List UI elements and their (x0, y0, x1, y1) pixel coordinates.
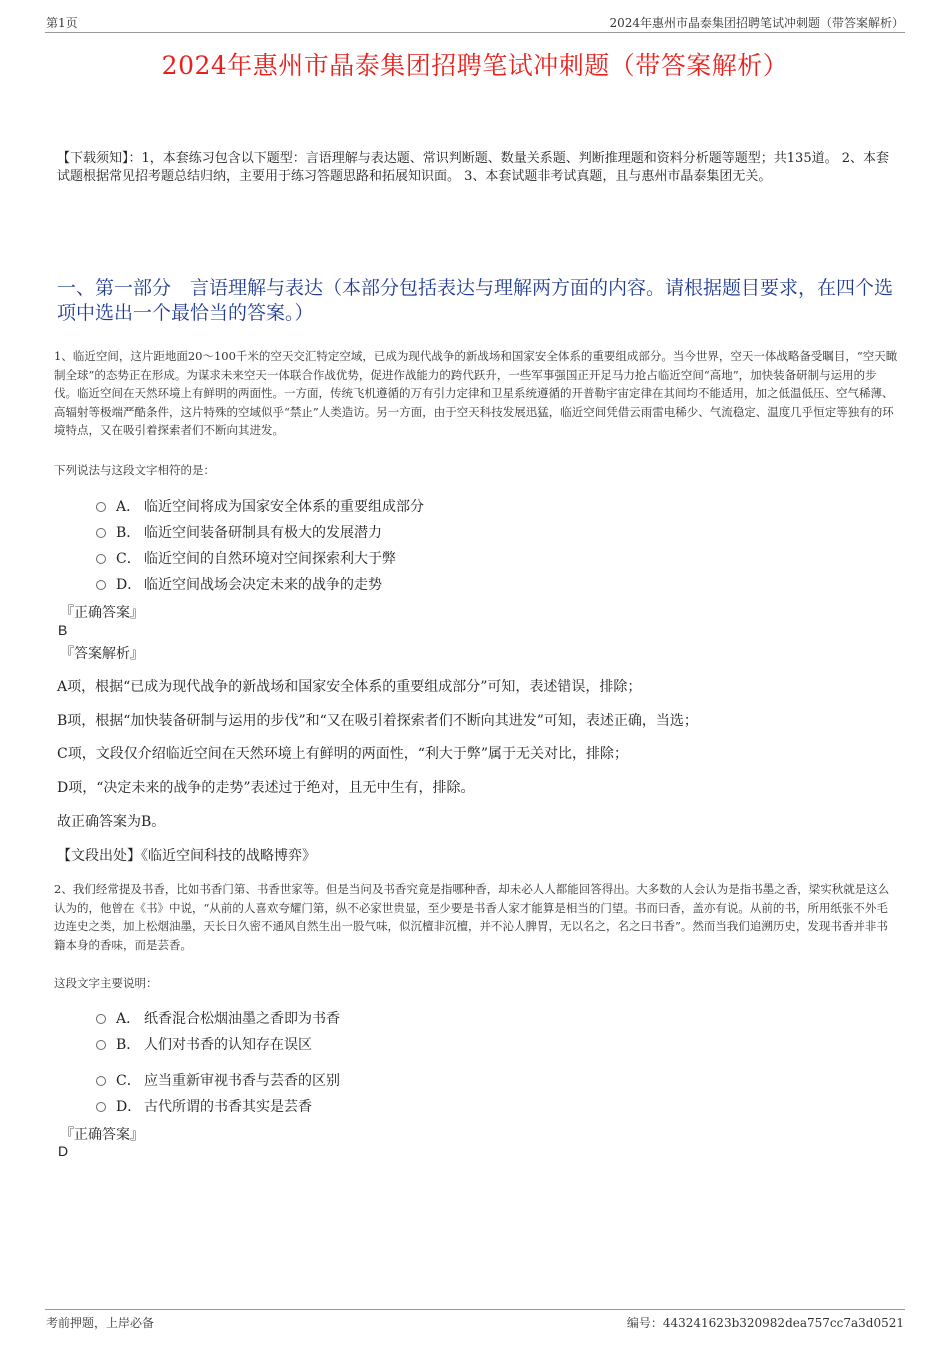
q2-answer: D (58, 1143, 69, 1159)
radio-icon[interactable] (96, 554, 106, 564)
download-notice: 【下载须知】：1，本套练习包含以下题型：言语理解与表达题、常识判断题、数量关系题、判断推理题和资料分析题等题型；共135道。 2、本套试题根据常见招考题总结归纳，主要用于练习答题思路和拓展知识面。 3、本套试题非考试真题，且与惠州市晶泰集团无关。 (57, 151, 889, 184)
radio-icon[interactable] (96, 580, 106, 590)
q1-answer-label: 『正确答案』 (60, 605, 144, 621)
option-text: 应当重新审视书香与芸香的区别 (144, 1073, 340, 1089)
page-number: 第1页 (46, 16, 78, 30)
option-text: 临近空间将成为国家安全体系的重要组成部分 (144, 499, 424, 515)
question-1-prompt: 下列说法与这段文字相符的是： (54, 463, 215, 477)
footer-doc-id: 编号：443241623b320982dea757cc7a3d0521 (626, 1316, 904, 1330)
question-1-passage: 1、临近空间，这片距地面20～100千米的空天交汇特定空域，已成为现代战争的新战场和国家安全体系的重要组成部分。当今世界，空天一体战略备受瞩目，“空天瞰制全球”的态势正在形成。为谋求未来空天一体联合作战优势，促进作战能力的跨代跃升，一些军事强国正开足马力抢占临近空间“高地”，加快装备研制与运用的步伐。临近空间在天然环境上有鲜明的两面性。一方面，传统飞机遵循的万有引力定律和卫星系统遵循的开普勒宇宙定律在其间均不能适用，加之低温低压、空气稀薄、高辐射等极端严酷条件，这片特殊的空域似乎“禁止”人类造访。另一方面，由于空天科技发展迅猛，临近空间凭借云雨雷电稀少、气流稳定、温度几乎恒定等独有的环境特点，又在吸引着探索者们不断向其进发。 (54, 349, 898, 437)
option-text: 临近空间战场会决定未来的战争的走势 (144, 577, 382, 593)
q1-analysis-line: C项，文段仅介绍临近空间在天然环境上有鲜明的两面性，“利大于弊”属于无关对比，排除； (57, 746, 629, 762)
radio-icon[interactable] (96, 1014, 106, 1024)
option-text: 人们对书香的认知存在误区 (144, 1037, 312, 1053)
option-letter: C． (116, 551, 141, 567)
option-text: 纸香混合松烟油墨之香即为书香 (144, 1011, 340, 1027)
header-doc-title: 2024年惠州市晶泰集团招聘笔试冲刺题（带答案解析） (609, 16, 904, 30)
option-letter: B． (116, 525, 141, 541)
option-letter: A． (116, 499, 141, 515)
q1-analysis-conclusion: 故正确答案为B。 (57, 814, 166, 830)
q2-answer-label: 『正确答案』 (60, 1127, 144, 1143)
option-text: 临近空间装备研制具有极大的发展潜力 (144, 525, 382, 541)
section-heading: 一、第一部分 言语理解与表达（本部分包括表达与理解两方面的内容。请根据题目要求，在四个选项中选出一个最恰当的答案。） (57, 277, 894, 324)
radio-icon[interactable] (96, 528, 106, 538)
q1-answer: B (58, 622, 68, 638)
option-letter: C． (116, 1073, 141, 1089)
q1-analysis-label: 『答案解析』 (60, 646, 144, 662)
q1-analysis-line: D项，“决定未来的战争的走势”表述过于绝对，且无中生有，排除。 (57, 780, 475, 796)
option-letter: D． (116, 577, 142, 593)
option-text: 临近空间的自然环境对空间探索利大于弊 (144, 551, 396, 567)
radio-icon[interactable] (96, 1040, 106, 1050)
option-letter: A． (116, 1011, 141, 1027)
option-letter: B． (116, 1037, 141, 1053)
question-2-passage: 2、我们经常提及书香，比如书香门第、书香世家等。但是当问及书香究竟是指哪种香，却未必人人都能回答得出。大多数的人会认为是指书墨之香，梁实秋就是这么认为的，他曾在《书》中说，“从前的人喜欢夸耀门第，纵不必家世贵显，至少要是书香人家才能算是相当的门望。书而曰香，盖亦有说。从前的书，所用纸张不外毛边连史之类，加上松烟油墨，天长日久密不通风自然生出一股气味，似沉檀非沉檀，并不沁人脾胃，无以名之，名之曰书香”。然而当我们追溯历史，发现书香并非书籍本身的香味，而是芸香。 (54, 882, 890, 952)
q1-source: 【文段出处】《临近空间科技的战略博弈》 (57, 848, 316, 864)
question-2-prompt: 这段文字主要说明： (54, 976, 158, 990)
footer-slogan: 考前押题，上岸必备 (46, 1316, 155, 1330)
radio-icon[interactable] (96, 1102, 106, 1112)
option-letter: D． (116, 1099, 142, 1115)
q1-analysis-line: A项，根据“已成为现代战争的新战场和国家安全体系的重要组成部分”可知，表述错误，排除； (57, 679, 642, 695)
footer-divider (45, 1309, 905, 1310)
radio-icon[interactable] (96, 1076, 106, 1086)
option-text: 古代所谓的书香其实是芸香 (144, 1099, 312, 1115)
radio-icon[interactable] (96, 502, 106, 512)
document-title: 2024年惠州市晶泰集团招聘笔试冲刺题（带答案解析） (161, 51, 789, 80)
header-divider (45, 32, 905, 33)
q1-analysis-line: B项，根据“加快装备研制与运用的步伐”和“又在吸引着探索者们不断向其进发”可知，表述正确，当选； (57, 713, 698, 729)
